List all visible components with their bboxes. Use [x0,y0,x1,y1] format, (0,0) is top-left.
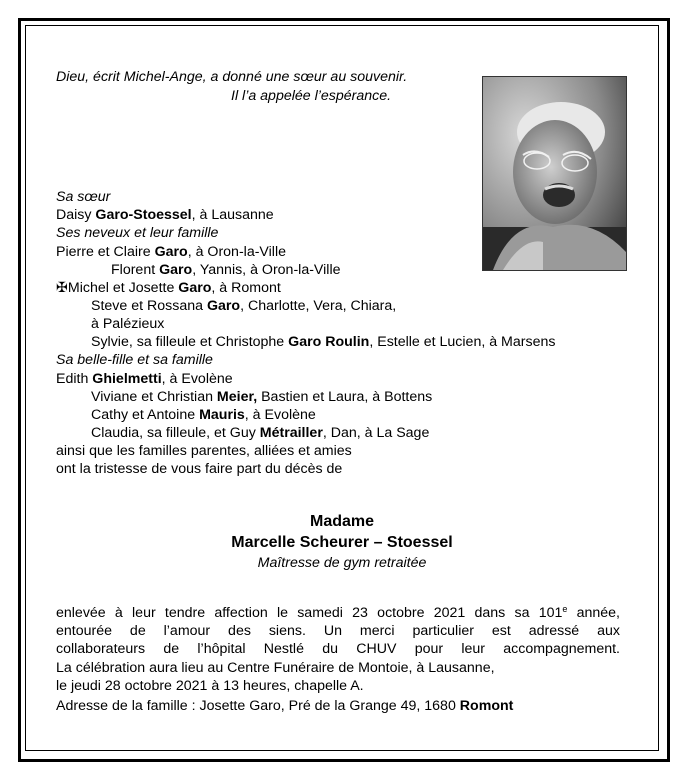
announcement-line-3: collaborateurs de l’hôpital Nestlé du CHUV pour leur accompagnement. [56,641,620,657]
heading-nephews: Ses neveux et leur famille [56,225,219,241]
family-line-steve-place: à Palézieux [91,316,165,332]
announcement-paragraph [56,604,620,658]
family-line-claudia: Claudia, sa filleule, et Guy Métrailler, Dan, à La Sage [91,425,430,441]
closing-line-2: ont la tristesse de vous faire part du décès de [56,461,343,477]
family-line-steve: Steve et Rossana Garo, Charlotte, Vera, Chiara, [91,298,397,314]
family-line-florent: Florent Garo, Yannis, à Oron-la-Ville [111,262,341,278]
heading-daughter-in-law: Sa belle-fille et sa famille [56,352,213,368]
family-line-pierre: Pierre et Claire Garo, à Oron-la-Ville [56,244,286,260]
family-line-sylvie: Sylvie, sa filleule et Christophe Garo Roulin, Estelle et Lucien, à Marsens [91,334,556,350]
quote-line-1: Dieu, écrit Michel-Ange, a donné une sœur au souvenir. [56,69,408,85]
family-address: Adresse de la famille : Josette Garo, Pré de la Grange 49, 1680 Romont [56,698,514,714]
closing-line-1: ainsi que les familles parentes, alliées et amies [56,443,352,459]
heading-sister: Sa sœur [56,189,111,205]
portrait-photo [482,76,627,271]
family-line-cathy: Cathy et Antoine Mauris, à Evolène [91,407,316,423]
family-line-michel: ✠Michel et Josette Garo, à Romont [56,280,281,296]
quote-line-2: Il l’a appelée l’espérance. [231,88,392,104]
salutation: Madame [309,513,375,530]
deceased-name: Marcelle Scheurer – Stoessel [231,534,453,551]
announcement-line-1: enlevée à leur tendre affection le samedi 23 octobre 2021 dans sa 101e année, [56,604,620,621]
family-line-daisy: Daisy Garo-Stoessel, à Lausanne [56,207,274,223]
ceremony-line-2: le jeudi 28 octobre 2021 à 13 heures, chapelle A. [56,678,364,694]
announcement-line-2: entourée de l’amour des siens. Un merci particulier est adressé aux [56,623,620,639]
deceased-cross-icon: ✠ [56,280,68,296]
deceased-occupation: Maîtresse de gym retraitée [257,555,427,571]
family-line-edith: Edith Ghielmetti, à Evolène [56,371,233,387]
family-line-viviane: Viviane et Christian Meier, Bastien et Laura, à Bottens [91,389,433,405]
ceremony-line-1: La célébration aura lieu au Centre Funéraire de Montoie, à Lausanne, [56,660,495,676]
